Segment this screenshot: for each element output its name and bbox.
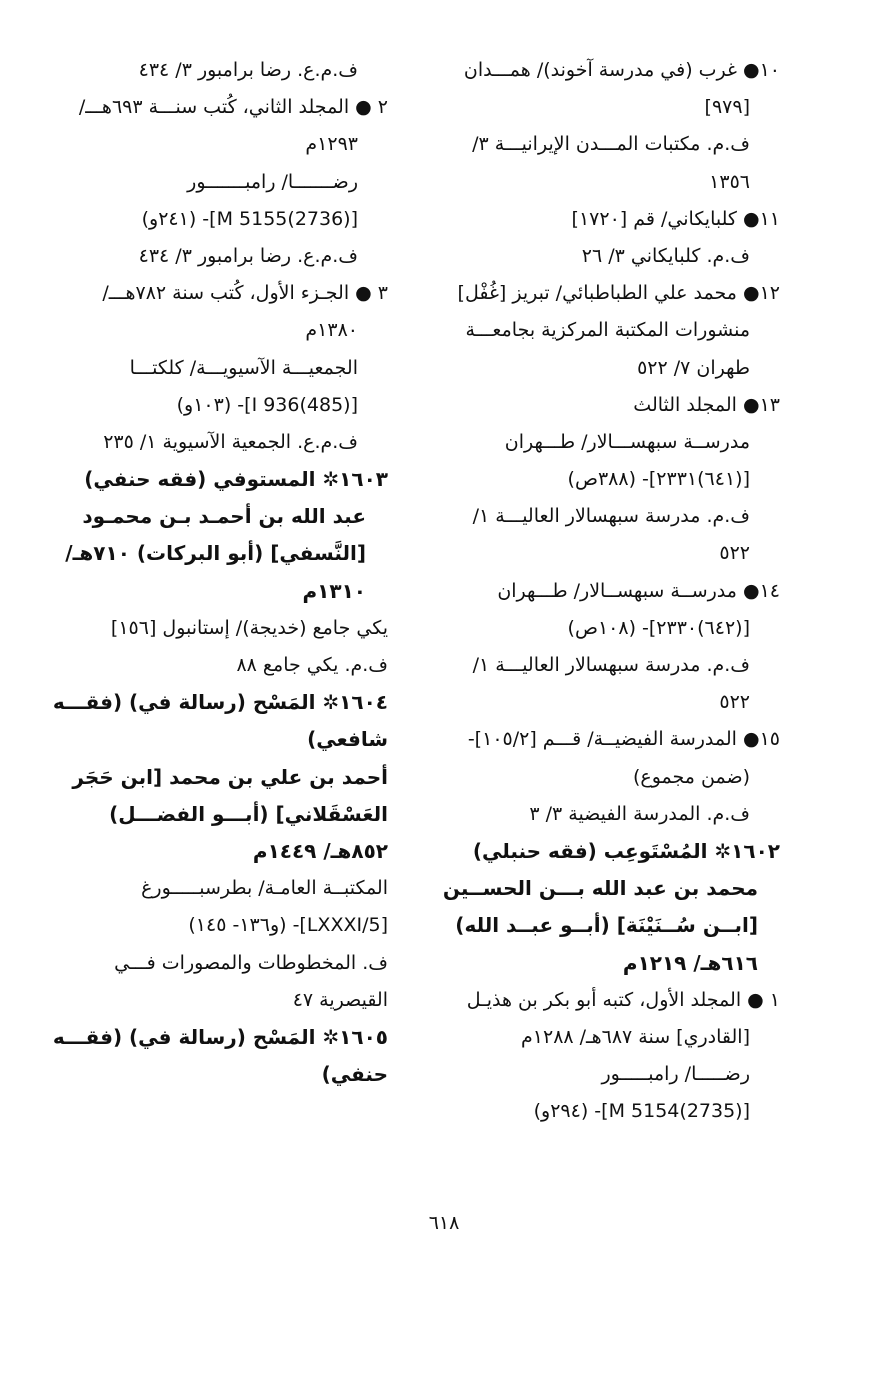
text-line: رضـــــــا/ رامبـــــــور: [187, 170, 358, 193]
text-line: ١٢● محمد علي الطباطبائي/ تبريز [غُفْل]: [457, 282, 780, 305]
text-line: [LXXXI/5]- (و١٣٦- ١٤٥): [188, 914, 388, 937]
text-line: طهران ٧/ ٥٢٢: [637, 356, 750, 379]
text-line: عبد الله بن أحمـد بـن محمـود: [82, 504, 366, 529]
text-line: أحمد بن علي بن محمد [ابن حَجَر: [72, 764, 388, 789]
text-line: [(2736)5155 M]- (٢٤١و): [141, 207, 358, 230]
text-line: ف.م. المدرسة الفيضية ٣/ ٣: [529, 802, 750, 825]
text-line: [(485)I 936]- (١٠٣و): [176, 393, 358, 416]
text-line: ١١● كلبايكاني/ قم [١٧٢٠]: [571, 207, 780, 230]
text-line: ١٣١٠م: [302, 578, 366, 603]
text-line: [ابــن سُــنَيْنَة] (أبــو عبــد الله): [455, 913, 758, 938]
text-line: القيصرية ٤٧: [292, 988, 388, 1011]
text-line: [النَّسفي] (أبو البركات) ٧١٠هـ/: [65, 541, 366, 566]
right-column: [435, 52, 780, 1130]
text-line: محمد بن عبد الله بـــن الحســين: [442, 876, 758, 901]
text-line: ١٠● غرب (في مدرسة آخوند)/ همـــدان: [463, 59, 780, 81]
text-line: ١٢٩٣م: [305, 133, 358, 156]
text-line: المكتبــة العامـة/ بطرسبـــــورغ: [141, 877, 388, 900]
text-line: ١٣● المجلد الثالث: [633, 393, 780, 416]
text-line: ١٤● مدرســة سبهســالار/ طـــهران: [497, 579, 780, 602]
text-line: شافعي): [307, 727, 388, 752]
text-line: [(2735)5154 M]- (٢٩٤و): [533, 1100, 750, 1123]
text-line: ف.م. يكي جامع ٨٨: [236, 654, 388, 676]
text-line: ١ ● المجلد الأول، كتبه أبو بكر بن هذيـل: [466, 988, 780, 1011]
text-line: رضـــــا/ رامبـــــور: [601, 1063, 750, 1086]
text-line: مدرســة سبهســـالار/ طـــهران: [504, 430, 750, 453]
text-line: [القادري] سنة ٦٨٧هـ/ ١٢٨٨م: [521, 1025, 750, 1048]
text-line: ١٣٨٠م: [305, 319, 358, 342]
text-line: ١٥● المدرسة الفيضيــة/ قـــم [١٠٥/٢]-: [467, 728, 780, 751]
text-line: ١٦٠٤✲ المَسْح (رسالة في) (فقـــه: [52, 690, 388, 715]
text-line: [(٦٤٢)٢٣٣٠]- (١٠٨ص): [567, 616, 750, 639]
text-line: ٣ ● الجـزء الأول، كُتب سنة ٧٨٢هـــ/: [102, 282, 388, 305]
text-line: [٩٧٩]: [704, 96, 750, 119]
text-line: [(٦٤١)٢٣٣١]- (٣٨٨ص): [567, 468, 750, 491]
text-line: الجمعيـــة الآسيويـــة/ كلكتـــا: [129, 356, 358, 379]
text-line: ف.م. مدرسة سبهسالار العاليـــة ١/: [472, 505, 750, 528]
text-line: ف.م.ع. رضا برامبور ٣/ ٤٣٤: [138, 59, 358, 81]
text-line: ٨٥٢هـ/ ١٤٤٩م: [252, 838, 388, 863]
text-line: ١٦٠٣✲ المستوفي (فقه حنفي): [84, 467, 388, 492]
text-line: ١٣٥٦: [709, 170, 750, 193]
text-line: ف.م.ع. رضا برامبور ٣/ ٤٣٤: [138, 244, 358, 267]
text-line: ٥٢٢: [719, 691, 750, 714]
text-line: ١٦٠٢✲ المُسْتَوعِب (فقه حنبلي): [472, 838, 780, 863]
text-line: ف. المخطوطات والمصورات فـــي: [114, 951, 388, 974]
left-column: [48, 52, 388, 1093]
text-line: ف.م. مدرسة سبهسالار العاليـــة ١/: [472, 654, 750, 676]
text-line: ١٦٠٥✲ المَسْح (رسالة في) (فقـــه: [52, 1024, 388, 1049]
text-line: حنفي): [321, 1062, 388, 1087]
page-number: ٦١٨: [428, 1212, 460, 1234]
text-line: العَسْقَلاني] (أبـــو الفضـــل): [109, 801, 388, 826]
text-line: ٢ ● المجلد الثاني، كُتب سنـــة ٦٩٣هـــ/: [78, 96, 388, 119]
text-line: ٥٢٢: [719, 542, 750, 565]
text-line: ٦١٦هـ/ ١٢١٩م: [622, 950, 758, 975]
text-line: ف.م. كلبايكاني ٣/ ٢٦: [581, 244, 750, 267]
text-line: ف.م. مكتبات المـــدن الإيرانيـــة ٣/: [472, 133, 750, 156]
text-line: يكي جامع (خديجة)/ إستانبول [١٥٦]: [110, 616, 388, 639]
text-line: ف.م.ع. الجمعية الآسيوية ١/ ٢٣٥: [103, 430, 358, 453]
text-line: منشورات المكتبة المركزية بجامعـــة: [465, 319, 750, 342]
text-line: (ضمن مجموع): [632, 765, 750, 788]
